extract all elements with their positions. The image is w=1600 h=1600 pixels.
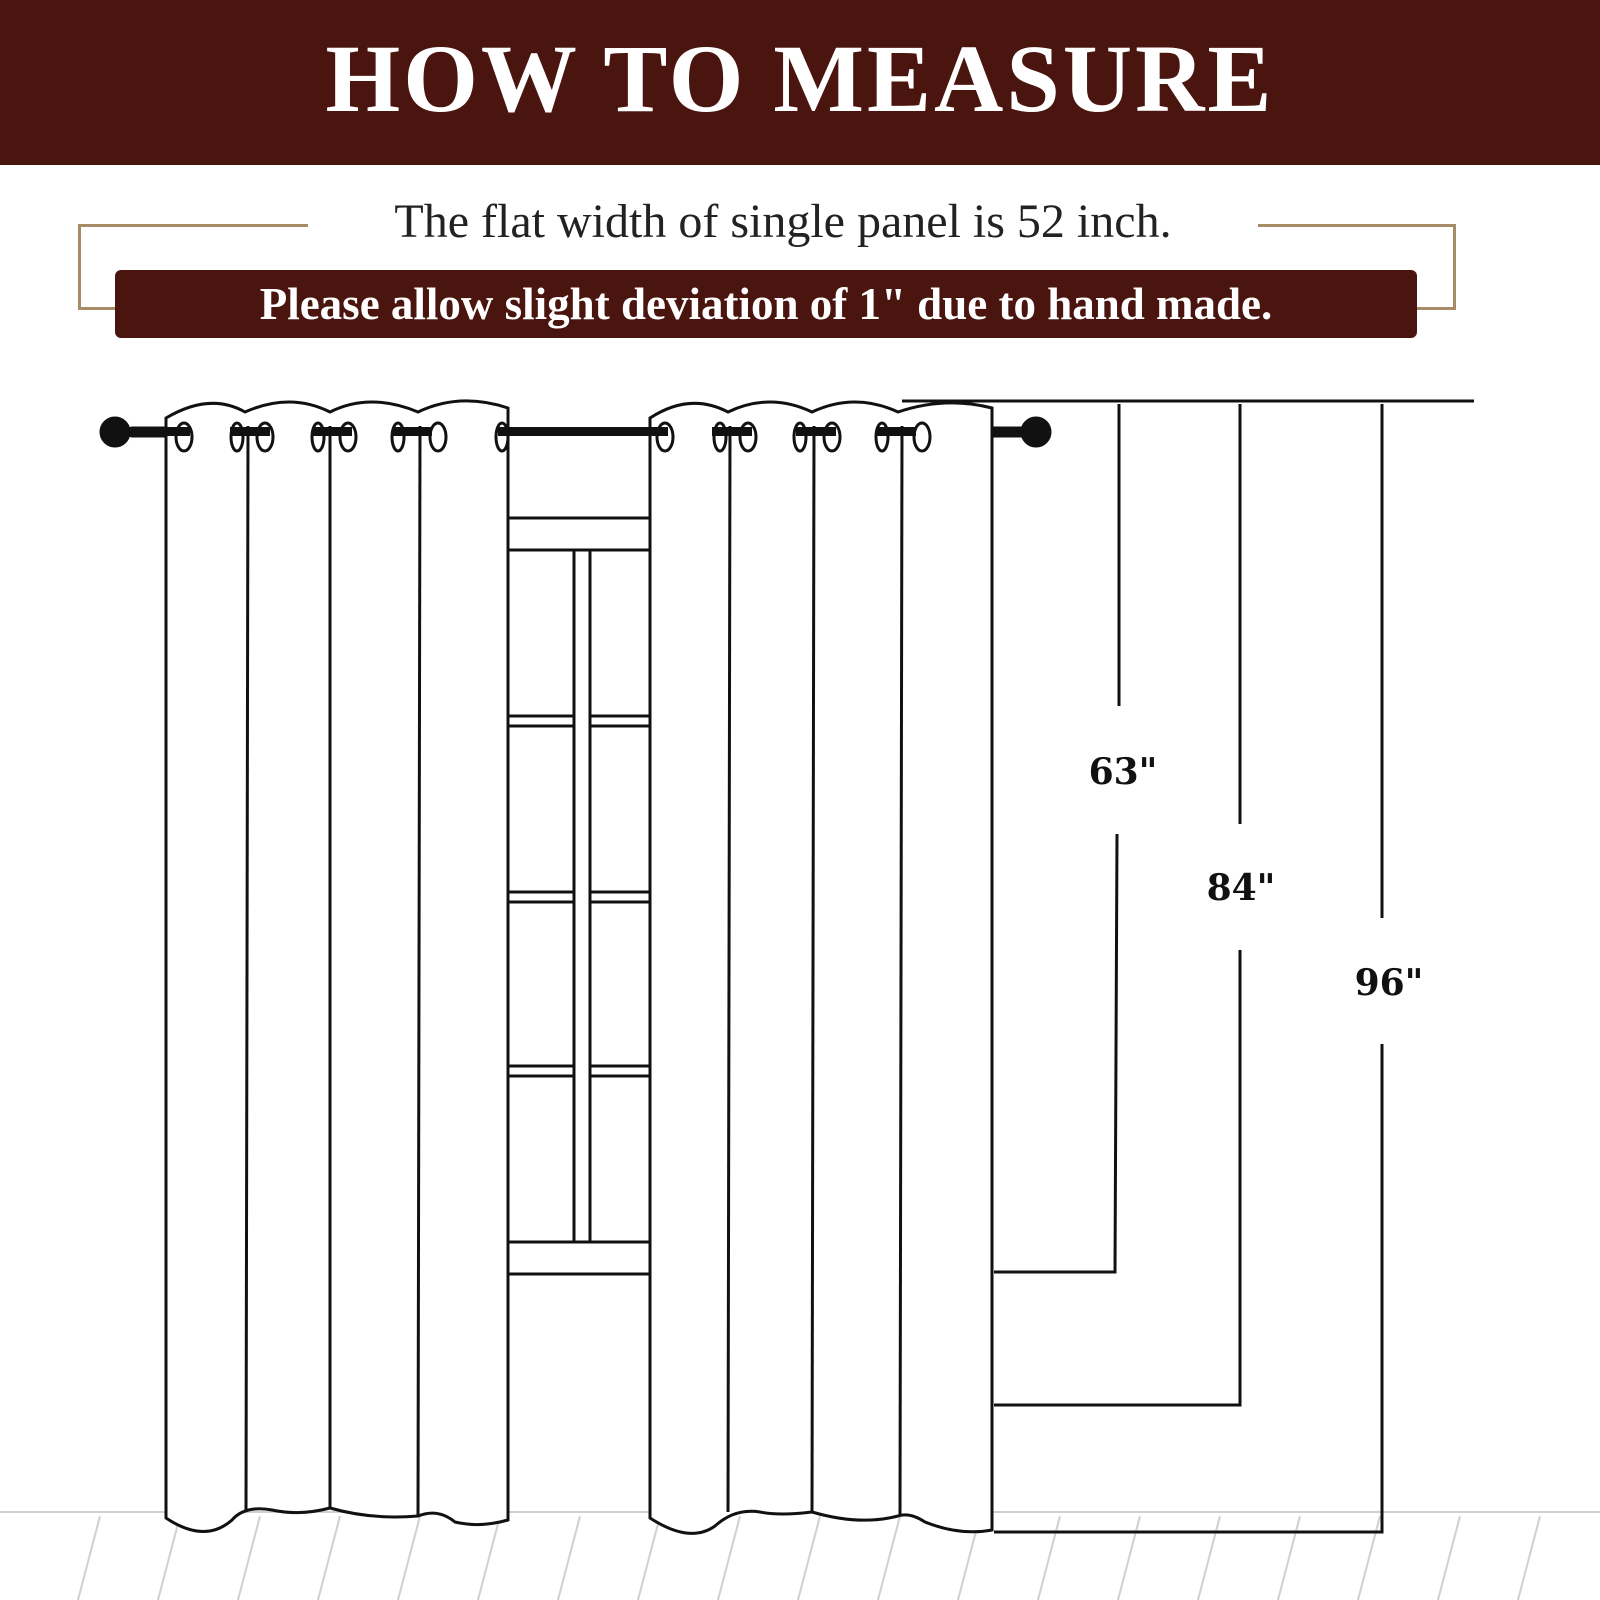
page-title: HOW TO MEASURE [325,25,1275,132]
dimension-label-63: 63" [1088,751,1158,793]
deviation-note: Please allow slight deviation of 1" due to hand made. [115,270,1417,338]
panel-width-note: The flat width of single panel is 52 inch. [308,190,1258,254]
floor [0,1512,1600,1600]
window-frame [505,518,650,1274]
left-curtain-panel [166,401,508,1532]
dimension-label-96: 96" [1354,962,1424,1004]
right-curtain-panel [650,402,992,1533]
dimension-label-84: 84" [1206,867,1276,909]
